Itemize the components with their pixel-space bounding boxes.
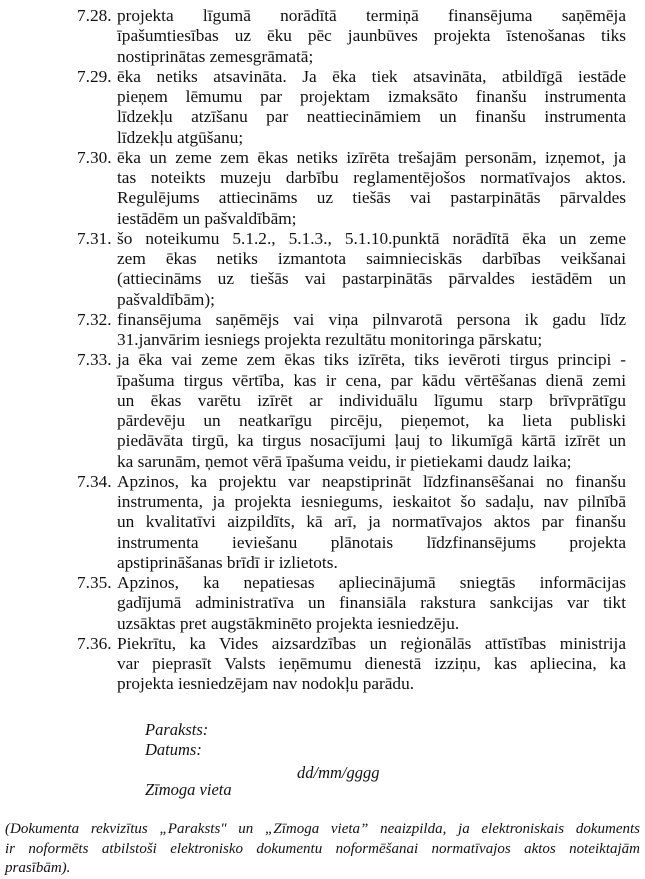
text-line: ka sarunām, ņemot vērā īpašuma veidu, ir pietiekami daudz laika; xyxy=(117,451,572,471)
item-text xyxy=(117,573,626,634)
list-item xyxy=(0,573,645,634)
text-line: un kvalitatīvi aizpildīts, kā arī, ja normatīvajos aktos par finanšu xyxy=(117,512,626,532)
text-line: instrumenta, ja projekta iesniegums, ieskaitot šo sadaļu, nav pilnībā xyxy=(117,492,626,511)
text-line: ēka un zeme zem ēkas netiks izīrēta trešajām personām, izņemot, ja xyxy=(117,147,626,167)
footnote-line: ir noformēts atbilstoši elektronisko dokumentu noformēšanai normatīvajos aktos noteiktajām xyxy=(5,840,640,857)
text-line: pašvaldībām); xyxy=(117,289,215,309)
item-number: 7.32. xyxy=(77,309,112,329)
footnote-line: prasībām). xyxy=(5,860,71,876)
item-text xyxy=(117,310,626,351)
text-line: finansējuma saņēmējs vai viņa pilnvarotā persona ik gadu līdz xyxy=(117,309,626,329)
text-line: ēka netiks atsavināta. Ja ēka tiek atsavināta, atbildīgā iestāde xyxy=(117,66,626,86)
declaration-items xyxy=(0,6,645,695)
text-line: 31.janvārim iesniegs projekta rezultātu monitoringa pārskatu; xyxy=(117,330,543,349)
item-text xyxy=(117,229,626,310)
item-number: 7.33. xyxy=(77,350,112,370)
item-number: 7.30. xyxy=(77,147,112,167)
text-line: tas noteikts muzeju darbību reglamentējošos normatīvajos aktos. xyxy=(117,168,626,187)
text-line: šo noteikumu 5.1.2., 5.1.3., 5.1.10.punktā norādītā ēka un zeme xyxy=(117,228,626,248)
list-item xyxy=(0,67,645,148)
text-line: līdzekļu atzīšanu par neattiecināmiem un finanšu instrumenta xyxy=(117,107,626,127)
text-line: īpašuma tirgus vērtība, kas ir cena, par kādu vērtēšanas dienā zemi xyxy=(117,370,626,390)
item-number: 7.36. xyxy=(77,633,112,653)
item-number: 7.34. xyxy=(77,471,112,491)
text-line: var pieprasīt Valsts ieņēmumu dienestā izziņu, kas apliecina, ka xyxy=(117,654,626,673)
text-line: līdzekļu atgūšanu; xyxy=(117,127,244,147)
text-line: Regulējums attiecināms uz tiešās vai pastarpinātās pārvaldes xyxy=(117,188,626,208)
text-line: īpašumtiesības uz ēku pēc jaunbūves projekta īstenošanas tiks xyxy=(117,26,626,46)
date-format: dd/mm/gggg xyxy=(297,763,380,782)
list-item xyxy=(0,6,645,67)
list-item xyxy=(0,634,645,695)
footnote-line: (Dokumenta rekvizītus „Paraksts" un „Zīmoga vieta” neaizpilda, ja elektroniskais dokuments xyxy=(5,821,640,837)
footnote xyxy=(5,820,640,879)
text-line: Apzinos, ka nepatiesas apliecinājumā sniegtās informācijas xyxy=(117,573,626,592)
text-line: projekta līgumā norādītā termiņā finansējuma saņēmēja xyxy=(117,6,626,25)
text-line: Piekrītu, ka Vides aizsardzības un reģionālās attīstības ministrija xyxy=(117,633,626,653)
text-line: gadījumā administratīva un finansiāla rakstura sankcijas var tikt xyxy=(117,593,626,613)
list-item xyxy=(0,310,645,351)
date-label: Datums: xyxy=(145,740,202,759)
item-text xyxy=(117,148,626,229)
list-item xyxy=(0,229,645,310)
text-line: uzsāktas pret augstākminēto projekta iesniedzēju. xyxy=(117,613,460,633)
text-line: nostiprinātas zemesgrāmatā; xyxy=(117,46,314,66)
item-text xyxy=(117,634,626,695)
stamp-place-label: Zīmoga vieta xyxy=(145,780,232,799)
text-line: iestādēm un pašvaldībām; xyxy=(117,208,297,228)
text-line: pieņem lēmumu par projektam izmaksāto finanšu instrumenta xyxy=(117,87,626,106)
list-item xyxy=(0,148,645,229)
item-text xyxy=(117,6,626,67)
text-line: un ēkas varētu izīrēt ar individuālu līgumu starp brīvprātīgu xyxy=(117,390,626,410)
text-line: piedāvāta tirgū, ka tirgus nosacījumi ļauj to likumīgā kārtā izīrēt un xyxy=(117,431,626,451)
text-line: instrumenta ieviešanu plānotais līdzfinansējums projekta xyxy=(117,532,626,552)
text-line: ja ēka vai zeme zem ēkas tiks izīrēta, tiks ievēroti tirgus principi - xyxy=(117,350,626,370)
text-line: Apzinos, ka projektu var neapstiprināt līdzfinansēšanai no finanšu xyxy=(117,471,626,491)
text-line: (attiecināms uz tiešās vai pastarpinātās pārvaldes iestādēm un xyxy=(117,269,626,289)
signature-label: Paraksts: xyxy=(145,720,209,739)
list-item xyxy=(0,472,645,573)
text-line: apstiprināšanas brīdī ir izlietots. xyxy=(117,552,338,572)
item-number: 7.28. xyxy=(77,6,112,25)
item-number: 7.31. xyxy=(77,228,112,248)
text-line: zem ēkas netiks izmantota saimnieciskās darbības veikšanai xyxy=(117,249,626,268)
text-line: projekta iesniedzējam nav nodokļu parādu. xyxy=(117,674,415,694)
item-text xyxy=(117,67,626,148)
item-number: 7.29. xyxy=(77,66,112,86)
item-text xyxy=(117,350,626,472)
list-item xyxy=(0,350,645,472)
item-text xyxy=(117,472,626,573)
text-line: pārdevēju un neatkarīgu pircēju, pieņemot, ka lieta publiski xyxy=(117,411,626,430)
item-number: 7.35. xyxy=(77,573,112,592)
